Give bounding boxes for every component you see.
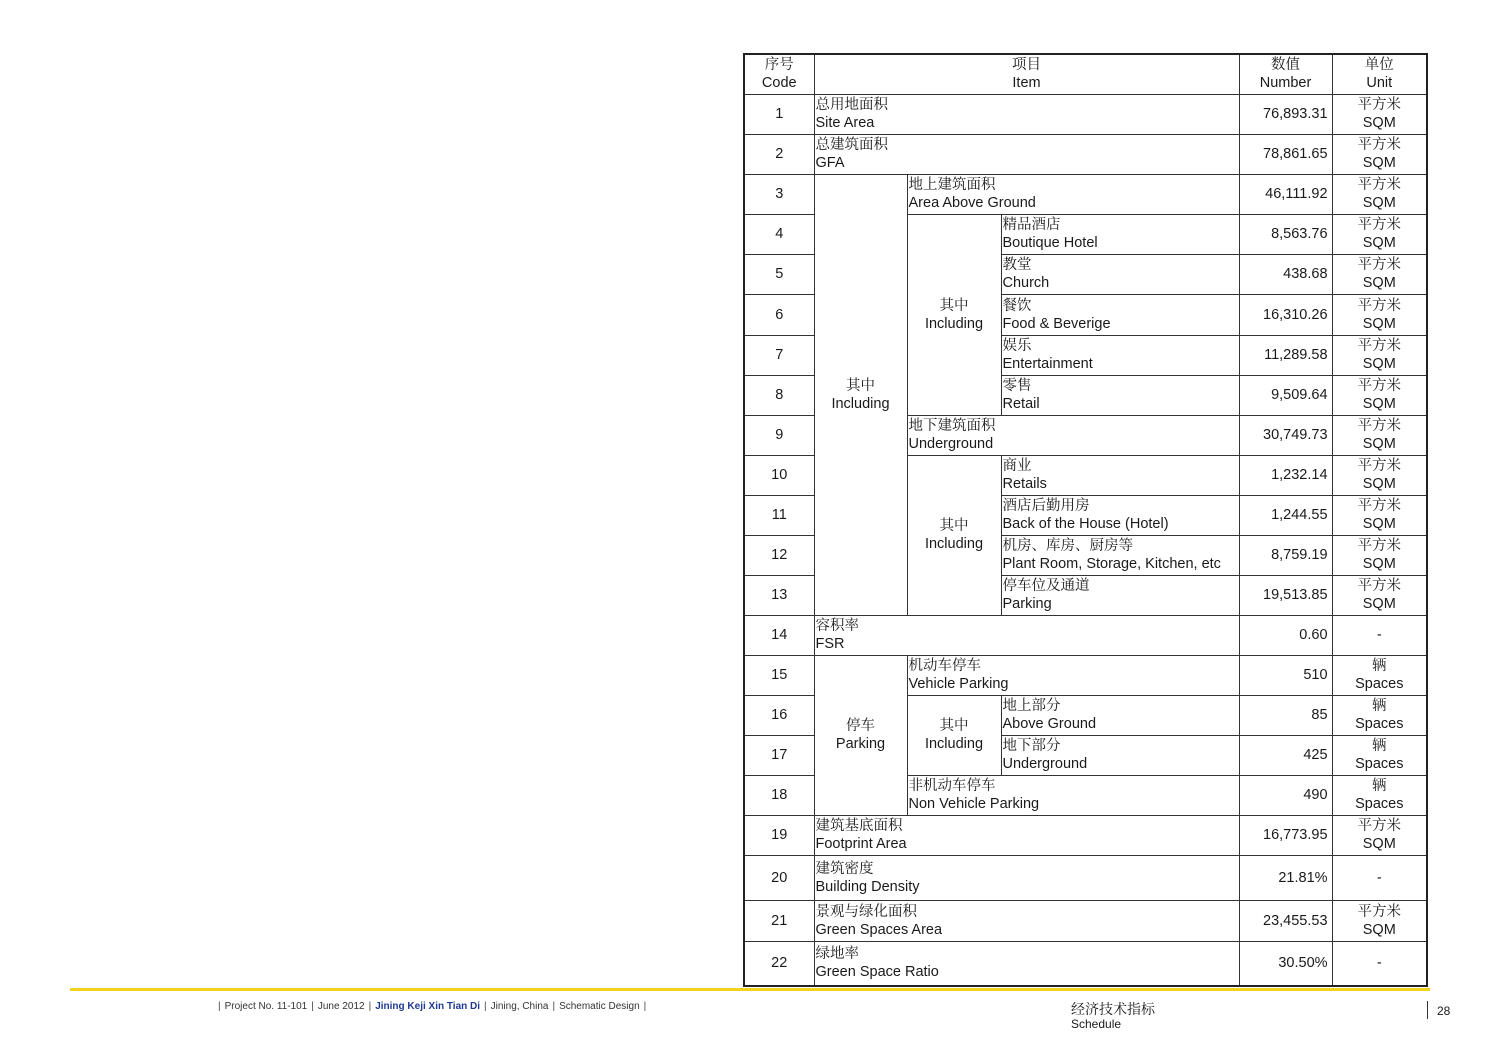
row-item: 零售 Retail [1001, 375, 1239, 415]
row-item: 餐饮 Food & Beverige [1001, 294, 1239, 335]
row-unit: 平方米 SQM [1332, 815, 1427, 855]
footer-project-name: Jining Keji Xin Tian Di [375, 1001, 481, 1012]
row-item: 教堂 Church [1001, 254, 1239, 294]
row-item: 地下部分 Underground [1001, 735, 1239, 775]
footer-separator: | [484, 1001, 487, 1012]
table-row [744, 815, 1427, 855]
footer-phase: Schematic Design [559, 1001, 640, 1012]
header-item: 项目 Item [814, 54, 1239, 94]
group-including-parking: 其中 Including [907, 695, 1001, 775]
row-unit: 平方米 SQM [1332, 335, 1427, 375]
footer-project-info [214, 1001, 650, 1012]
footer-date: June 2012 [317, 1001, 365, 1012]
group-including-building: 其中 Including [814, 174, 907, 615]
row-value: 510 [1239, 655, 1332, 695]
row-item: 容积率 FSR [814, 615, 1239, 655]
row-item: 精品酒店 Boutique Hotel [1001, 214, 1239, 254]
row-code: 8 [744, 375, 814, 415]
row-item: 娱乐 Entertainment [1001, 335, 1239, 375]
row-unit: 辆 Spaces [1332, 695, 1427, 735]
row-value: 1,244.55 [1239, 495, 1332, 535]
row-value: 425 [1239, 735, 1332, 775]
row-unit: - [1332, 941, 1427, 986]
row-code: 11 [744, 495, 814, 535]
row-item: 景观与绿化面积 Green Spaces Area [814, 900, 1239, 941]
row-item: 建筑密度 Building Density [814, 855, 1239, 900]
row-unit: 辆 Spaces [1332, 735, 1427, 775]
row-item: 总建筑面积 GFA [814, 134, 1239, 174]
row-unit: 平方米 SQM [1332, 535, 1427, 575]
row-unit: 平方米 SQM [1332, 495, 1427, 535]
group-parking: 停车 Parking [814, 655, 907, 815]
row-code: 3 [744, 174, 814, 214]
row-unit: 平方米 SQM [1332, 94, 1427, 134]
footer-location: Jining, China [490, 1001, 549, 1012]
row-unit: 平方米 SQM [1332, 575, 1427, 615]
row-code: 5 [744, 254, 814, 294]
row-code: 21 [744, 900, 814, 941]
footer-separator: | [368, 1001, 372, 1012]
row-code: 13 [744, 575, 814, 615]
row-value: 9,509.64 [1239, 375, 1332, 415]
footer-project-no: Project No. 11-101 [224, 1001, 308, 1012]
table-row [744, 174, 1427, 214]
page-title [1071, 1001, 1155, 1031]
row-item: 机动车停车 Vehicle Parking [907, 655, 1239, 695]
group-including-under: 其中 Including [907, 455, 1001, 615]
row-unit: 平方米 SQM [1332, 294, 1427, 335]
row-item: 地上建筑面积 Area Above Ground [907, 174, 1239, 214]
row-code: 6 [744, 294, 814, 335]
header-unit: 单位 Unit [1332, 54, 1427, 94]
row-value: 16,773.95 [1239, 815, 1332, 855]
row-code: 4 [744, 214, 814, 254]
row-unit: 辆 Spaces [1332, 655, 1427, 695]
row-code: 20 [744, 855, 814, 900]
row-code: 15 [744, 655, 814, 695]
row-code: 7 [744, 335, 814, 375]
row-value: 30.50% [1239, 941, 1332, 986]
row-unit: - [1332, 615, 1427, 655]
row-item: 商业 Retails [1001, 455, 1239, 495]
page-title-en: Schedule [1071, 1017, 1122, 1031]
row-value: 1,232.14 [1239, 455, 1332, 495]
footer-separator: | [311, 1001, 314, 1012]
table-row [744, 900, 1427, 941]
page-title-zh: 经济技术指标 [1071, 1001, 1155, 1017]
row-item: 地上部分 Above Ground [1001, 695, 1239, 735]
row-value: 16,310.26 [1239, 294, 1332, 335]
row-item: 建筑基底面积 Footprint Area [814, 815, 1239, 855]
row-value: 21.81% [1239, 855, 1332, 900]
row-value: 46,111.92 [1239, 174, 1332, 214]
table-row [744, 855, 1427, 900]
table-row [744, 134, 1427, 174]
row-item: 绿地率 Green Space Ratio [814, 941, 1239, 986]
row-code: 9 [744, 415, 814, 455]
footer-rule [70, 988, 1430, 991]
row-code: 22 [744, 941, 814, 986]
page-number: 28 [1437, 1004, 1451, 1018]
row-unit: 平方米 SQM [1332, 214, 1427, 254]
row-item: 地下建筑面积 Underground [907, 415, 1239, 455]
table-row [744, 941, 1427, 986]
row-value: 30,749.73 [1239, 415, 1332, 455]
row-unit: 平方米 SQM [1332, 900, 1427, 941]
row-code: 16 [744, 695, 814, 735]
row-code: 18 [744, 775, 814, 815]
row-value: 0.60 [1239, 615, 1332, 655]
footer-separator: | [218, 1001, 221, 1012]
row-value: 85 [1239, 695, 1332, 735]
row-value: 19,513.85 [1239, 575, 1332, 615]
table-row [744, 655, 1427, 695]
row-code: 10 [744, 455, 814, 495]
row-code: 1 [744, 94, 814, 134]
page-number-divider [1427, 1001, 1428, 1019]
row-value: 438.68 [1239, 254, 1332, 294]
row-item: 总用地面积 Site Area [814, 94, 1239, 134]
row-value: 11,289.58 [1239, 335, 1332, 375]
row-unit: - [1332, 855, 1427, 900]
footer-separator: | [643, 1001, 647, 1012]
row-unit: 平方米 SQM [1332, 174, 1427, 214]
row-unit: 平方米 SQM [1332, 134, 1427, 174]
row-item: 非机动车停车 Non Vehicle Parking [907, 775, 1239, 815]
row-value: 76,893.31 [1239, 94, 1332, 134]
schedule-table [743, 53, 1428, 987]
row-code: 14 [744, 615, 814, 655]
header-number: 数值 Number [1239, 54, 1332, 94]
table-row [744, 615, 1427, 655]
row-item: 酒店后勤用房 Back of the House (Hotel) [1001, 495, 1239, 535]
row-value: 8,759.19 [1239, 535, 1332, 575]
row-unit: 平方米 SQM [1332, 455, 1427, 495]
footer-separator: | [552, 1001, 556, 1012]
row-item: 停车位及通道 Parking [1001, 575, 1239, 615]
row-value: 23,455.53 [1239, 900, 1332, 941]
table-row [744, 94, 1427, 134]
row-value: 490 [1239, 775, 1332, 815]
row-unit: 辆 Spaces [1332, 775, 1427, 815]
row-code: 19 [744, 815, 814, 855]
row-unit: 平方米 SQM [1332, 375, 1427, 415]
group-including-above: 其中 Including [907, 214, 1001, 415]
row-unit: 平方米 SQM [1332, 415, 1427, 455]
row-unit: 平方米 SQM [1332, 254, 1427, 294]
row-value: 8,563.76 [1239, 214, 1332, 254]
row-item: 机房、库房、厨房等 Plant Room, Storage, Kitchen, etc [1001, 535, 1239, 575]
header-code: 序号 Code [744, 54, 814, 94]
row-code: 12 [744, 535, 814, 575]
row-code: 2 [744, 134, 814, 174]
row-value: 78,861.65 [1239, 134, 1332, 174]
row-code: 17 [744, 735, 814, 775]
table-header-row [744, 54, 1427, 94]
